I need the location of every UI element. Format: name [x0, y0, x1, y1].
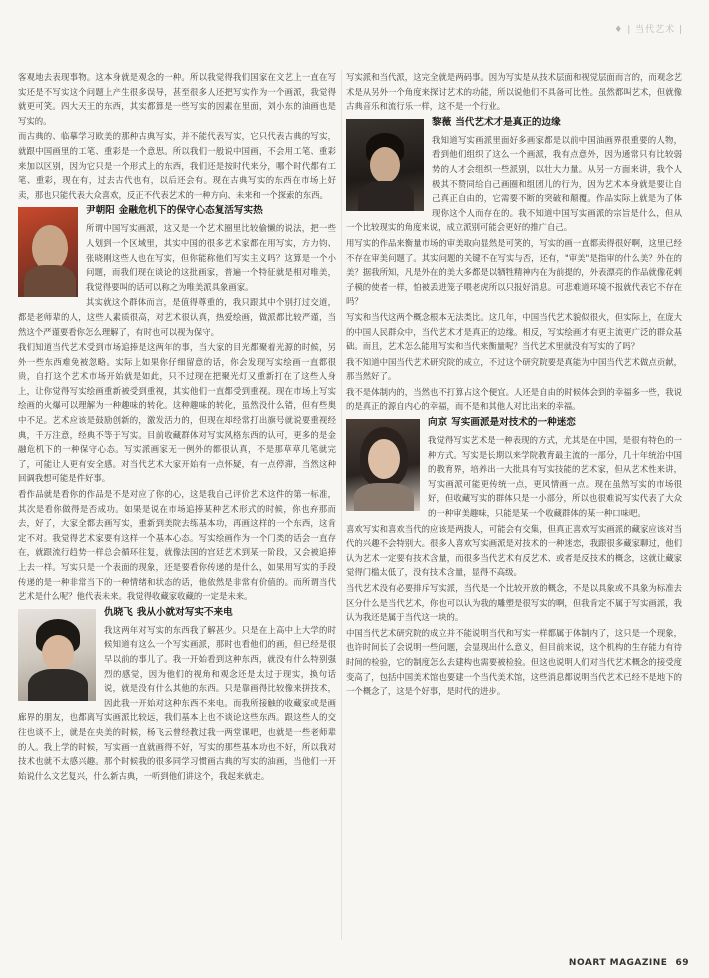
left-column: [18, 70, 336, 942]
li-title: 当代艺术才是真正的边缘: [455, 116, 561, 128]
running-header: ♦ | 当代艺术 |: [614, 25, 683, 35]
yin-p3: 我们知道当代艺术受到市场追捧是这两年的事，当大家的目光都聚着光源的时候，另外一些东西难免被忽略。实际上如果你仔细留意的话，你会发现写实绘画一直都很贵，自打这个艺术市场开始就是如此，只不过现在把聚光灯又重新打在了这些人身上，让你觉得写实绘画重新被受到重视，其实他们一直都受到重视。现在市场上写实绘画的火爆可以理解为一种趣味的转化。这种趣味的转化，虽然没什么错，但有些奥中不足。艺术应该是鼓励创新的，激发活力的，但现在却经常打出旗号就说要重视经典，千万注意，经典不等于写实。目前收藏群体对写实风格东西的认可，更多的是金融危机下的一种保守心态。写实派画家无一例外的都很认真，不是那草草几笔就完了，可能让人更有安全感。对当代艺术大家开始有一点怀疑，有一点停滞，当然这种回调我想可能是件好事。: [18, 342, 336, 484]
section-qiu: [18, 606, 336, 784]
section-xiang: [346, 416, 682, 699]
section-li: [346, 116, 682, 414]
xiang-name: 向京: [428, 417, 448, 429]
li-p2: 用写实的作品来衡量市场的审美取向显然是可笑的，写实的画一直都卖得很好啊，这里已经不存在审美问题了。其实问题的关键不在写实与否，还有，"审美"是指审的什么美？外在的美？据我所知，凡是外在的美大多都是以牺牲精神内在为前提的，外表漂亮的作品就像花剌子模的使者一样，怕被丢进笼子喂老虎所以只报好消息。可悲难道环境不报就代表它不存在吗？: [346, 237, 682, 307]
qiu-p1: 我这两年对写实的东西我了解甚少。只是在上高中上大学的时候知道有这么一个写实画派，那时也看他们的画，但已经是很早以前的事儿了。我一开始看到这种东西，就没有什么特别强烈的感觉，因为他们的视角和观念还是太过于现实，换句话说，就是没有什么其他的东西。只是靠画得比较像来拼技术，因此我一开始对这种东西不来电。而我所接触的收藏家或是画廊界的朋友，也都离写实画派比较远，我们基本上也不谈论这些东西。跟这些人的交往也谈不上，就是在央美的时候，杨飞云曾经教过我一两堂课吧，也就是一些老师辈的人。我上学的时候，写实画一直就画得不好，写实的那些基本功也不好，所以我对技术也就不太感兴趣。那个时候我的很多同学习惯画古典的写实的油画，当他们一开始说什么文艺复兴，什么新古典，一听到他们讲这个，我起来就走。: [18, 624, 336, 781]
yin-title: 金融危机下的保守心态复活写实热: [118, 205, 263, 217]
portrait-yin-photo: [18, 207, 78, 297]
yin-p4: 看作品就是看你的作品是不是对应了你的心，这是我自己评价艺术这件的第一标准，其次是看你做得是否成功。如果是说在市场追捧某种艺术形式的时候，你也弃那而去，好了，大家全都去画写实，重新到美院去练基本功，再画这样的一个东西，这肯定不对。我觉得艺术家要有这样一个基本心态。写实绘画作为一个门类的话会一直存在，就跟流行趋势一样总会循环往复，就像法国的宫廷艺术到某一阶段，又会被追捧上去一样。写实只是一个表面的现象，还是要看你传递的是什么，如果用写实的手段传递的是一种非常当下的一种情绪和状态的话，他依然是非常有价值的。而所谓当代艺术是什么呢？他代表未来。我觉得收藏家收藏的一定是未来。: [18, 489, 336, 602]
li-p5: 我不是体制内的，当然也不打算占这个便宜。人还是自由的时候体会到的幸福多一些，我说的是真正的源自内心的幸福，而不是和其他人对比出来的幸福。: [346, 386, 682, 412]
right-column: [346, 70, 682, 942]
li-name: 黎薇: [432, 116, 452, 128]
magazine-name: NOART MAGAZINE: [568, 958, 668, 968]
qiu-name: 仇晓飞: [104, 606, 133, 618]
column-divider: [341, 70, 342, 940]
portrait-qiu-photo: [18, 609, 96, 701]
page-number: 69: [675, 958, 689, 968]
left-intro-p1: 客观地去表现事物。这本身就是观念的一种。所以我觉得我们国家在文艺上一直在写实还是不写实这个问题上产生很多误导，甚至很多人还把写实作为一个画派，我觉得就更可笑。四大天王的东西，其实都算是一些写实的因素在里面，刘小东的油画也是写实的。: [18, 72, 336, 126]
xiang-p2: 喜欢写实和喜欢当代的应该是两拨人，可能会有交集，但真正喜欢写实画派的藏家应该对当代的兴趣不会特别大。很多人喜欢写实画派是对技术的一种迷恋，我跟很多藏家聊过，他们认为艺术一定要有技术含量，而很多当代艺术有反艺术、或者是反技术的概念，这就让藏家觉得门槛太低了，没有技术含量，显得不高级。: [346, 523, 682, 578]
section-yin: [18, 204, 336, 603]
xiang-p4: 中国当代艺术研究院的成立并不能说明当代和写实一样都属于体制内了，这只是一个现象，也许时间长了会说明一些问题，会显现出什么意义，但目前来说，这个机构的生存能力有待时间的检验，它的制度怎么去建构也需要被检验。但这也说明人们对当代艺术概念的接受度变高了，包括中国美术馆也要建一个当代美术馆，这些消息都说明当代艺术已经不是地下的一个概念了，这是个好事，是时代的进步。: [346, 627, 682, 697]
left-intro-p2: 而古典的、临摹学习欧美的那种古典写实，并不能代表写实，它只代表古典的写实，就跟中国画里的工笔、重彩是一个意思。所以我们一般说中国画，不会用工笔、重彩来加以区别，因为它只是一个形式上的东西，我们还是按时代来分，哪个时代都有工笔、重彩，现在有，过去古代也有，以后还会有。现在古典写实的东西在市场上好卖，那也只能代表大众喜欢，反正不代表艺术的一种方向、未来和一个探索的东西。: [18, 131, 336, 200]
page-footer: [569, 958, 689, 968]
li-p3: 写实和当代这两个概念根本无法类比。这几年，中国当代艺术貌似很火，但实际上，在庞大的中国人民群众中，当代艺术才是真正的边缘。相反，写实绘画才有更主流更广泛的群众基础。而且，艺术怎么能用写实和当代来衡量呢？当代艺术里就没有写实的了吗？: [346, 311, 682, 352]
yin-p2: 其实就这个群体而言，是值得尊重的，我只跟其中个别打过交道，都是老师辈的人，这些人素质很高，对艺术很认真，热爱绘画，做派都比较严谨，当然这个严谨要看你怎么理解了，有时也可以视为保守。: [18, 297, 336, 337]
li-p4: 我不知道中国当代艺术研究院的成立，不过这个研究院要是真能为中国当代艺术做点贡献，那当然好了。: [346, 356, 682, 382]
xiang-title: 写实画派是对技术的一种迷恋: [451, 417, 576, 429]
portrait-li-photo: [346, 119, 424, 211]
qiu-title: 我从小就对写实不来电: [136, 606, 233, 618]
right-intro-p1: 写实派和当代派，这完全就是两码事。因为写实是从技术层面和视觉层面而言的，而观念艺术是从另外一个角度来探讨艺术的功能，所以说他们不具备可比性。虽然都叫艺术，但就像古典音乐和流行乐一样，这不是一个行业。: [346, 72, 682, 112]
yin-name: 尹朝阳: [86, 205, 115, 217]
xiang-p3: 当代艺术没有必要排斥写实派，当代是一个比较开放的概念，不是以具象或不具象为标准去区分什么是当代艺术，你也可以认为我的雕塑是很写实的啊，但我肯定不属于写实画派，我认为我还是属于当代这一块的。: [346, 583, 682, 623]
yin-p1: 所谓中国写实画派，这又是一个艺术圈里比较偷懒的说法，把一些人划到一个区域里，其实中国的很多艺术家都在用写实，方力钧、张晓刚这些人也在写实，但你能称他们写实主义吗？这算是一个小问题，而我们现在谈论的这批画家，普遍一个特征就是相对唯美，我觉得要叫的话可以称之为唯美派具象画家。: [86, 223, 336, 292]
li-p1: 我知道写实画派里面好多画家都是以前中国油画界很重要的人物，看到他们组织了这么一个画派，我有点意外，因为通常只有比较弱势的人才会组织一些派别，以壮大力量。从另一方面来讲，我个人极其不赞同给自己画圈和组团儿的行为，因为艺术本身就是要让自己真正自由的，它需要不断的突破和颠覆。作品实际上就是为了体现你这个人而存在的。我不知道中国写实画派的宗旨是什么，但从一个比较现实的角度来说，成立派别可能会更好的推广自己。: [346, 134, 682, 233]
xiang-p1: 我觉得写实艺术是一种表现的方式，尤其是在中国，是很有特色的一种方式。写实是长期以来学院教育最主流的一部分，几十年统治中国的教育界，培养出一大批具有写实技能的艺术家，但从艺术性来讲，写实画派可能更传统一点，更风情画一点。现在虽然写实的市场很好，但收藏写实的群体只是一小部分，所以也很难说写实代表了大众的一种审美趣味，只能是某一个收藏群体的某一种口味吧。: [428, 435, 682, 519]
portrait-xiang-photo: [346, 419, 420, 511]
